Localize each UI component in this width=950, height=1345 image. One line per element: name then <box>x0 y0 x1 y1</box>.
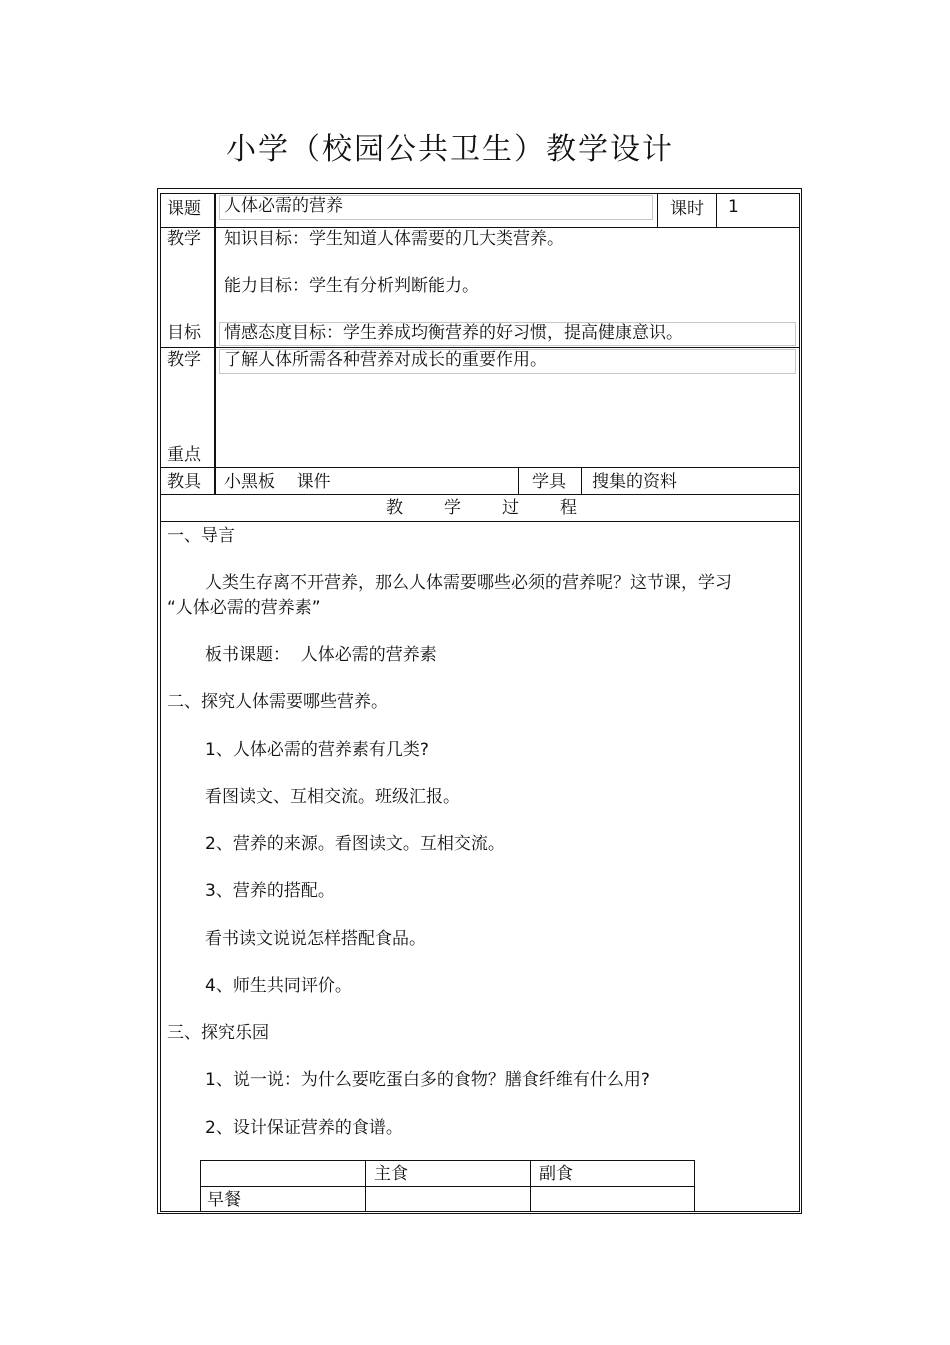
list-item: 2、营养的来源。看图读文。互相交流。 <box>205 834 505 854</box>
period-label: 课时 <box>670 199 704 219</box>
label-column-divider <box>214 193 216 494</box>
process-header-char: 过 <box>502 498 519 518</box>
row-divider <box>160 227 800 228</box>
column-divider <box>716 193 717 227</box>
row-divider <box>160 347 800 348</box>
attitude-goal: 情感态度目标：学生养成均衡营养的好习惯，提高健康意识。 <box>224 323 683 343</box>
list-item: 2、设计保证营养的食谱。 <box>205 1118 403 1138</box>
student-tools-value: 搜集的资料 <box>592 472 677 492</box>
tools-label: 教具 <box>167 472 201 492</box>
paragraph-line: 人类生存离不开营养，那么人体需要哪些必须的营养呢？这节课，学习 <box>205 573 732 593</box>
paragraph-line: “人体必需的营养素” <box>167 598 321 618</box>
menu-table-header: 主食 <box>374 1164 408 1184</box>
keypoints-text: 了解人体所需各种营养对成长的重要作用。 <box>224 350 547 370</box>
goals-label-bottom: 目标 <box>167 323 201 343</box>
subject-value: 人体必需的营养 <box>224 196 343 216</box>
column-divider <box>657 193 658 227</box>
row-divider <box>160 467 800 468</box>
subject-label: 课题 <box>167 199 201 219</box>
menu-table-col-divider <box>530 1160 531 1212</box>
menu-table-col-divider <box>365 1160 366 1212</box>
ability-goal: 能力目标：学生有分析判断能力。 <box>224 276 479 296</box>
section-heading: 一、导言 <box>167 526 235 546</box>
keypoints-label-top: 教学 <box>167 350 201 370</box>
process-header-char: 程 <box>560 498 577 518</box>
page-title: 小学（校园公共卫生）教学设计 <box>226 132 674 167</box>
list-item-desc: 看书读文说说怎样搭配食品。 <box>205 929 426 949</box>
column-divider <box>518 467 519 494</box>
section-heading: 二、探究人体需要哪些营养。 <box>167 692 388 712</box>
paragraph-line: 板书课题： 人体必需的营养素 <box>205 645 437 665</box>
list-item-desc: 看图读文、互相交流。班级汇报。 <box>205 787 460 807</box>
menu-table-row-divider <box>200 1186 695 1187</box>
tools-value: 小黑板 课件 <box>224 472 331 492</box>
list-item: 1、说一说：为什么要吃蛋白多的食物？膳食纤维有什么用? <box>205 1070 650 1090</box>
process-header-char: 学 <box>444 498 461 518</box>
list-item: 4、师生共同评价。 <box>205 976 352 996</box>
row-divider <box>160 494 800 495</box>
goals-label-top: 教学 <box>167 229 201 249</box>
keypoints-label-bottom: 重点 <box>167 445 201 465</box>
column-divider <box>581 467 582 494</box>
list-item: 3、营养的搭配。 <box>205 881 335 901</box>
row-divider <box>160 521 800 522</box>
process-header-char: 教 <box>386 498 403 518</box>
list-item: 1、人体必需的营养素有几类? <box>205 740 429 760</box>
menu-table-header: 副食 <box>539 1164 573 1184</box>
student-tools-label: 学具 <box>532 472 566 492</box>
period-value: 1 <box>728 197 739 217</box>
section-heading: 三、探究乐园 <box>167 1023 269 1043</box>
menu-table-cell: 早餐 <box>207 1190 241 1210</box>
knowledge-goal: 知识目标：学生知道人体需要的几大类营养。 <box>224 229 564 249</box>
